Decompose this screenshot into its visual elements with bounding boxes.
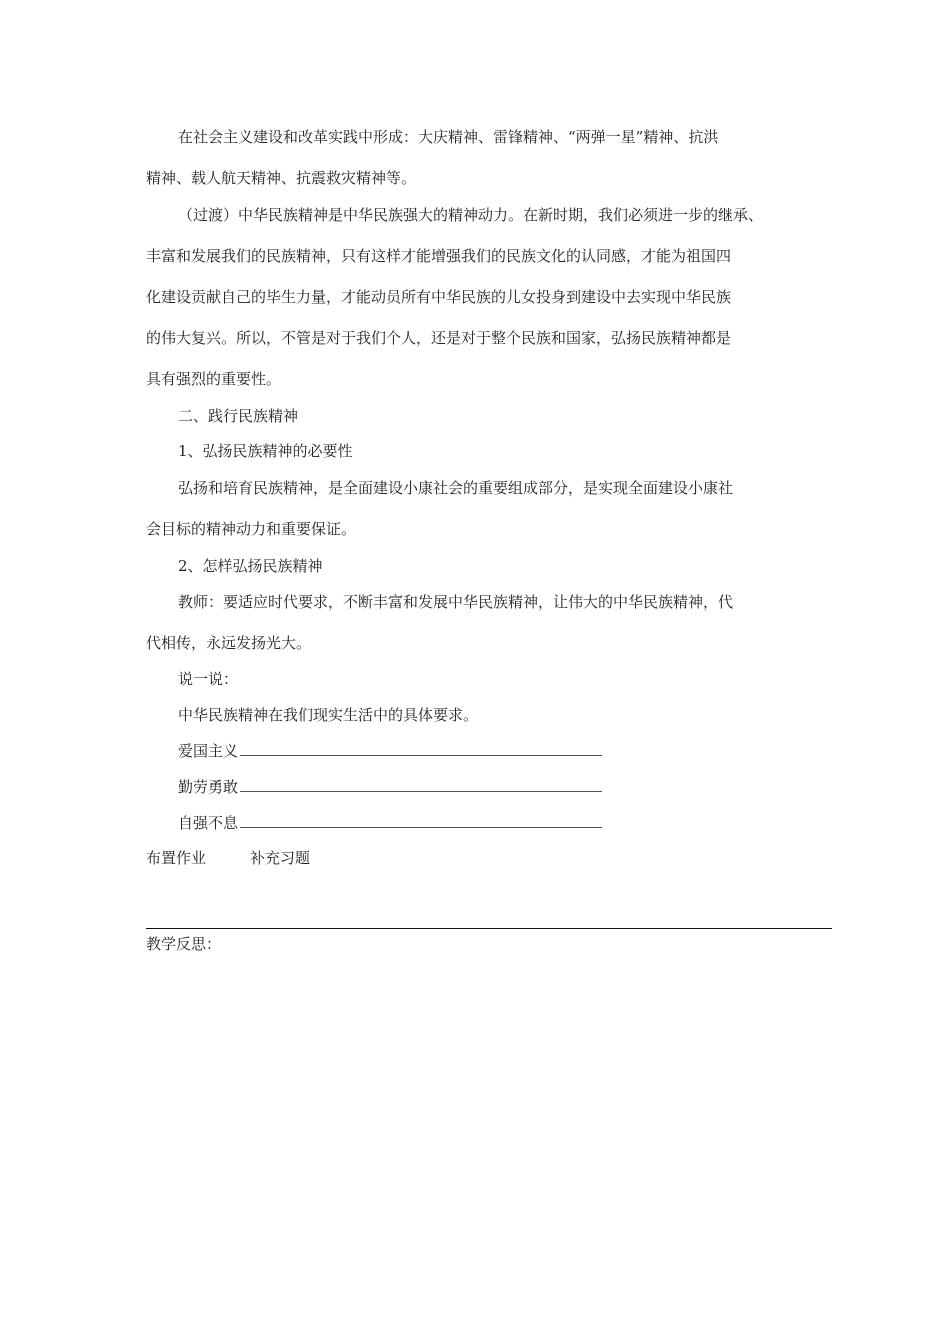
paragraph-line: 教师：要适应时代要求，不断丰富和发展中华民族精神，让伟大的中华民族精神，代 (178, 593, 734, 611)
paragraph-line: 弘扬和培育民族精神，是全面建设小康社会的重要组成部分，是实现全面建设小康社 (178, 479, 734, 497)
subsection-heading: 1、弘扬民族精神的必要性 (178, 442, 353, 460)
paragraph-line: 具有强烈的重要性。 (146, 370, 282, 388)
paragraph-line: 代相传，永远发扬光大。 (146, 634, 312, 652)
subsection-heading: 2、怎样弘扬民族精神 (178, 557, 323, 575)
homework-row (146, 848, 310, 868)
paragraph-line: 在社会主义建设和改革实践中形成：大庆精神、雷锋精神、“两弹一星”精神、抗洪 (178, 128, 719, 146)
answer-blank[interactable] (240, 813, 602, 828)
paragraph-line: 精神、载人航天精神、抗震救灾精神等。 (146, 169, 417, 187)
section-divider (146, 928, 832, 929)
paragraph-line: 的伟大复兴。所以，不管是对于我们个人，还是对于整个民族和国家，弘扬民族精神都是 (146, 329, 732, 347)
section-heading: 二、践行民族精神 (178, 407, 299, 425)
paragraph-line: 化建设贡献自己的毕生力量，才能动员所有中华民族的儿女投身到建设中去实现中华民族 (146, 288, 732, 306)
fill-blank-row (178, 741, 602, 761)
fill-blank-row (178, 813, 602, 833)
paragraph-line: 会目标的精神动力和重要保证。 (146, 520, 357, 538)
reflection-label: 教学反思： (146, 935, 222, 953)
homework-value: 补充习题 (250, 849, 311, 867)
answer-blank[interactable] (240, 777, 602, 792)
answer-blank[interactable] (240, 741, 602, 756)
fill-blank-label: 勤劳勇敢 (178, 778, 239, 796)
paragraph-line: 丰富和发展我们的民族精神，只有这样才能增强我们的民族文化的认同感，才能为祖国四 (146, 247, 732, 265)
say-prompt: 中华民族精神在我们现实生活中的具体要求。 (178, 706, 479, 724)
paragraph-line: （过渡）中华民族精神是中华民族强大的精神动力。在新时期，我们必须进一步的继承、 (178, 206, 764, 224)
fill-blank-label: 爱国主义 (178, 742, 239, 760)
fill-blank-row (178, 777, 602, 797)
say-label: 说一说： (178, 670, 239, 688)
homework-label: 布置作业 (146, 849, 207, 867)
fill-blank-label: 自强不息 (178, 814, 239, 832)
